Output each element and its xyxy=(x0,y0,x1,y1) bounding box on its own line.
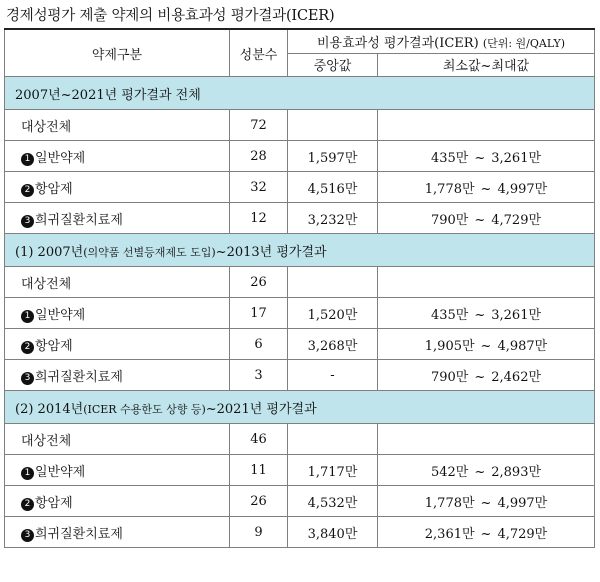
row-label xyxy=(5,486,230,517)
row-median: 4,532만 xyxy=(288,486,378,517)
row-range-min: 1,778만 xyxy=(424,181,475,197)
row-label xyxy=(5,110,230,141)
row-range xyxy=(378,455,595,486)
row-count: 26 xyxy=(230,486,288,517)
row-range-separator: ~ xyxy=(474,464,486,480)
table-row xyxy=(5,110,595,141)
row-range-max: 4,729만 xyxy=(491,212,542,228)
row-range-separator: ~ xyxy=(480,181,492,197)
row-range xyxy=(378,172,595,203)
row-range-max: 3,261만 xyxy=(491,307,542,323)
row-range xyxy=(378,360,595,391)
table-row xyxy=(5,203,595,234)
row-range-max: 2,893만 xyxy=(491,464,542,480)
row-count: 3 xyxy=(230,360,288,391)
section-title-part: (2) 2014년 xyxy=(15,401,84,417)
row-range xyxy=(378,141,595,172)
row-range xyxy=(378,267,595,298)
row-count: 6 xyxy=(230,329,288,360)
row-range-min: 1,905만 xyxy=(424,338,475,354)
table-row xyxy=(5,267,595,298)
header-icer xyxy=(288,29,595,53)
row-label xyxy=(5,203,230,234)
section-title-part: (1) 2007년 xyxy=(15,244,84,260)
row-label-text: 항암제 xyxy=(35,495,73,511)
circled-number-icon: 1 xyxy=(21,310,34,323)
row-median: 3,840만 xyxy=(288,517,378,548)
row-label xyxy=(5,455,230,486)
table-row xyxy=(5,517,595,548)
row-median: 1,717만 xyxy=(288,455,378,486)
row-range-min: 435만 xyxy=(430,307,469,323)
section-header xyxy=(5,77,595,110)
row-range xyxy=(378,298,595,329)
row-label xyxy=(5,298,230,329)
row-range-min: 435만 xyxy=(430,150,469,166)
circled-number-icon: 3 xyxy=(21,529,34,542)
circled-number-icon: 1 xyxy=(21,153,34,166)
row-label xyxy=(5,360,230,391)
row-range-max: 4,997만 xyxy=(497,181,548,197)
row-label-text: 희귀질환치료제 xyxy=(35,212,123,228)
row-label-text: 일반약제 xyxy=(35,464,86,480)
row-range-separator: ~ xyxy=(474,369,486,385)
row-label xyxy=(5,172,230,203)
row-median xyxy=(288,110,378,141)
section-title-part: (ICER 수용한도 상향 등) xyxy=(83,402,206,416)
table-row xyxy=(5,424,595,455)
section-title-part: ~2013년 평가결과 xyxy=(215,244,327,260)
section-title-part: ~2021년 평가결과 xyxy=(205,401,317,417)
section-header xyxy=(5,234,595,267)
row-count: 72 xyxy=(230,110,288,141)
row-range-max: 4,729만 xyxy=(497,526,548,542)
section-title xyxy=(5,391,595,424)
table-row xyxy=(5,329,595,360)
row-count: 12 xyxy=(230,203,288,234)
row-median: 3,232만 xyxy=(288,203,378,234)
row-count: 9 xyxy=(230,517,288,548)
row-label xyxy=(5,141,230,172)
row-median xyxy=(288,424,378,455)
table-row xyxy=(5,486,595,517)
table-row xyxy=(5,141,595,172)
row-median: 3,268만 xyxy=(288,329,378,360)
row-count: 26 xyxy=(230,267,288,298)
header-icer-label: 비용효과성 평가결과(ICER) xyxy=(317,35,479,51)
row-range-min: 790만 xyxy=(430,369,469,385)
row-label-text: 희귀질환치료제 xyxy=(35,526,123,542)
page-title: 경제성평가 제출 약제의 비용효과성 평가결과(ICER) xyxy=(6,8,335,24)
row-range-separator: ~ xyxy=(480,495,492,511)
row-label-text: 일반약제 xyxy=(35,307,86,323)
circled-number-icon: 1 xyxy=(21,467,34,480)
row-range-max: 2,462만 xyxy=(491,369,542,385)
row-label-text: 대상전체 xyxy=(21,433,72,449)
row-range-min: 1,778만 xyxy=(424,495,475,511)
row-range xyxy=(378,486,595,517)
header-median: 중앙값 xyxy=(288,53,378,77)
section-header xyxy=(5,391,595,424)
table-row xyxy=(5,298,595,329)
row-range xyxy=(378,424,595,455)
row-median: 4,516만 xyxy=(288,172,378,203)
header-component-count: 성분수 xyxy=(230,29,288,77)
row-label-text: 일반약제 xyxy=(35,150,86,166)
row-range-min: 542만 xyxy=(430,464,469,480)
row-count: 28 xyxy=(230,141,288,172)
header-range: 최소값~최대값 xyxy=(378,53,595,77)
row-range-max: 4,987만 xyxy=(497,338,548,354)
section-title xyxy=(5,77,595,110)
row-range xyxy=(378,329,595,360)
row-label-text: 희귀질환치료제 xyxy=(35,369,123,385)
header-drug-category: 약제구분 xyxy=(5,29,230,77)
row-count: 32 xyxy=(230,172,288,203)
row-label-text: 항암제 xyxy=(35,181,73,197)
row-median xyxy=(288,267,378,298)
row-range-separator: ~ xyxy=(474,150,486,166)
circled-number-icon: 3 xyxy=(21,215,34,228)
row-label xyxy=(5,329,230,360)
section-title-text: 2007년~2021년 평가결과 전체 xyxy=(15,87,201,103)
row-range-separator: ~ xyxy=(474,212,486,228)
row-label xyxy=(5,424,230,455)
icer-table xyxy=(4,28,595,548)
row-median: 1,597만 xyxy=(288,141,378,172)
table-row xyxy=(5,172,595,203)
row-range xyxy=(378,203,595,234)
circled-number-icon: 3 xyxy=(21,372,34,385)
row-label-text: 대상전체 xyxy=(21,276,72,292)
row-range xyxy=(378,517,595,548)
circled-number-icon: 2 xyxy=(21,498,34,511)
row-label xyxy=(5,517,230,548)
row-range-max: 3,261만 xyxy=(491,150,542,166)
row-count: 46 xyxy=(230,424,288,455)
row-range-separator: ~ xyxy=(474,307,486,323)
section-title-part: (의약품 선별등재제도 도입) xyxy=(83,245,216,259)
section-title xyxy=(5,234,595,267)
row-label xyxy=(5,267,230,298)
circled-number-icon: 2 xyxy=(21,184,34,197)
row-range-max: 4,997만 xyxy=(497,495,548,511)
header-icer-unit: (단위: 원/QALY) xyxy=(482,36,566,50)
row-range-min: 2,361만 xyxy=(424,526,475,542)
row-label-text: 항암제 xyxy=(35,338,73,354)
table-row xyxy=(5,360,595,391)
circled-number-icon: 2 xyxy=(21,341,34,354)
row-range-min: 790만 xyxy=(430,212,469,228)
row-median: 1,520만 xyxy=(288,298,378,329)
row-range-separator: ~ xyxy=(480,338,492,354)
row-range-separator: ~ xyxy=(480,526,492,542)
row-count: 17 xyxy=(230,298,288,329)
table-row xyxy=(5,455,595,486)
row-count: 11 xyxy=(230,455,288,486)
row-range xyxy=(378,110,595,141)
row-median: - xyxy=(288,360,378,391)
row-label-text: 대상전체 xyxy=(21,119,72,135)
